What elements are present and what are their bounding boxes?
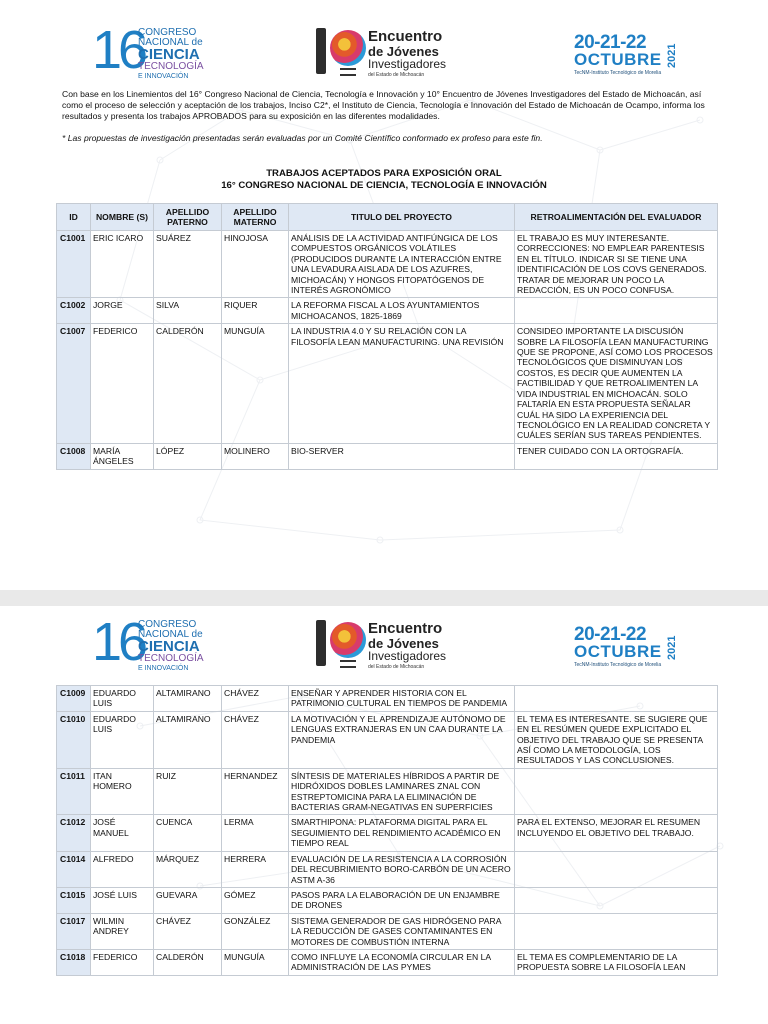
cell-id: C1011 [57, 768, 91, 815]
lightbulb-icon [330, 622, 366, 658]
cell-materno: GONZÁLEZ [222, 913, 289, 949]
cell-materno: GÓMEZ [222, 887, 289, 913]
cell-nombre: ITAN HOMERO [91, 768, 154, 815]
bulb-base-icon [340, 660, 356, 668]
cell-paterno: CALDERÓN [154, 324, 222, 443]
table-row [57, 887, 718, 913]
cell-id: C1001 [57, 231, 91, 298]
cell-titulo: SMARTHIPONA: PLATAFORMA DIGITAL PARA EL SEGUIMIENTO DEL RENDIMIENTO ACADÉMICO EN TIEMPO REAL [289, 815, 515, 851]
cell-paterno: ALTAMIRANO [154, 711, 222, 768]
cell-paterno: RUIZ [154, 768, 222, 815]
table-row [57, 851, 718, 887]
lightbulb-icon [330, 30, 366, 66]
cell-materno: LERMA [222, 815, 289, 851]
cell-retro: EL TRABAJO ES MUY INTERESANTE. CORRECCIONES: NO EMPLEAR PARENTESIS EN EL TÍTULO. INDICAR SI SE TIENE UNA IDENTIFICACIÓN DE LOS COVS GENERADOS. TRATAR DE MEJORAR UN POCO LA REDACCIÓN, ES UN POCO CONFUSA. [515, 231, 718, 298]
congreso-number: 16 [92, 20, 145, 80]
cell-titulo: LA REFORMA FISCAL A LOS AYUNTAMIENTOS MICHOACANOS, 1825-1869 [289, 298, 515, 324]
col-header-materno: APELLIDO MATERNO [222, 204, 289, 231]
bulb-base-icon [340, 68, 356, 76]
table-row [57, 711, 718, 768]
cell-materno: RIQUER [222, 298, 289, 324]
cell-nombre: EDUARDO LUIS [91, 711, 154, 768]
cell-nombre: JOSÉ MANUEL [91, 815, 154, 851]
cell-id: C1010 [57, 711, 91, 768]
table-row [57, 324, 718, 443]
cell-materno: HINOJOSA [222, 231, 289, 298]
cell-materno: MUNGUÍA [222, 949, 289, 975]
event-venue: TecNM-Instituto Tecnológico de Morelia [574, 70, 662, 76]
cell-id: C1009 [57, 686, 91, 712]
congreso-number: 16 [92, 612, 145, 672]
table-row [57, 913, 718, 949]
congreso-line4: TECNOLOGÍA [138, 653, 204, 664]
accepted-works-table-continued [56, 685, 718, 976]
cell-titulo: LA MOTIVACIÓN Y EL APRENDIZAJE AUTÓNOMO DE LENGUAS EXTRANJERAS EN UN CAA DURANTE LA PANDEMIA [289, 711, 515, 768]
cell-titulo: PASOS PARA LA ELABORACIÓN DE UN ENJAMBRE DE DRONES [289, 887, 515, 913]
congreso-line1: CONGRESO [138, 27, 197, 38]
congreso-line5: E INNOVACIÓN [138, 665, 189, 672]
document-subtitle: 16° CONGRESO NACIONAL DE CIENCIA, TECNOLOGÍA E INNOVACIÓN [221, 180, 547, 191]
encuentro-line2: de Jóvenes [368, 636, 439, 651]
cell-nombre: JOSÉ LUIS [91, 887, 154, 913]
congreso-line2: NACIONAL de [138, 629, 203, 640]
table-row [57, 815, 718, 851]
cell-titulo: EVALUACIÓN DE LA RESISTENCIA A LA CORROSIÓN DEL RECUBRIMIENTO BORO-CARBÓN DE UN ACERO ASTM A-36 [289, 851, 515, 887]
cell-materno: HERRERA [222, 851, 289, 887]
encuentro-line2: de Jóvenes [368, 44, 439, 59]
event-days: 20-21-22 [574, 624, 647, 645]
cell-titulo: COMO INFLUYE LA ECONOMÍA CIRCULAR EN LA ADMINISTRACIÓN DE LAS PYMES [289, 949, 515, 975]
cell-paterno: SUÁREZ [154, 231, 222, 298]
encuentro-logo [316, 620, 456, 676]
cell-nombre: FEDERICO [91, 949, 154, 975]
table-header-row [57, 204, 718, 231]
col-header-paterno: APELLIDO PATERNO [154, 204, 222, 231]
table-row [57, 949, 718, 975]
cell-retro: CONSIDEO IMPORTANTE LA DISCUSIÓN SOBRE LA FILOSOFÍA LEAN MANUFACTURING QUE SE PROPONE, ASÍ COMO LOS PROCESOS TECNOLÓGICOS QUE DISMINUYAN LOS COSTOS, ES DECIR QUE AUMENTEN LA FACTIBILIDAD Y QUE RETROALIMENTEN LA VIDA INDUSTRIAL EN MICHOACÁN. SOLO FALTARÍA EN ESTA PROPUESTA SEÑALAR CUÁL HA SIDO LA EXPERIENCIA DEL TECNOLÓGICO EN LA REALIDAD CONCRETA Y CUÁLES SERÍAN SUS TAREAS PENDIENTES. [515, 324, 718, 443]
congreso-logo [92, 612, 212, 674]
cell-id: C1008 [57, 443, 91, 469]
cell-nombre: ERIC ICARO [91, 231, 154, 298]
evaluation-note: * Las propuestas de investigación presentadas serán evaluadas por un Comité Científico conformado ex profeso para este fin. [62, 133, 543, 143]
cell-retro [515, 768, 718, 815]
col-header-retro: RETROALIMENTACIÓN DEL EVALUADOR [515, 204, 718, 231]
cell-paterno: CHÁVEZ [154, 913, 222, 949]
cell-retro [515, 298, 718, 324]
cell-retro: EL TEMA ES COMPLEMENTARIO DE LA PROPUESTA SOBRE LA FILOSOFÍA LEAN [515, 949, 718, 975]
accepted-works-table [56, 203, 718, 470]
table-row [57, 231, 718, 298]
table-row [57, 443, 718, 469]
cell-materno: MUNGUÍA [222, 324, 289, 443]
cell-nombre: EDUARDO LUIS [91, 686, 154, 712]
encuentro-line3: Investigadores [368, 649, 447, 663]
cell-id: C1017 [57, 913, 91, 949]
cell-nombre: MARÍA ÁNGELES [91, 443, 154, 469]
logo-one-glyph [316, 28, 326, 74]
cell-id: C1018 [57, 949, 91, 975]
encuentro-line4: del Estado de Michoacán [368, 664, 425, 670]
cell-id: C1002 [57, 298, 91, 324]
document-title: TRABAJOS ACEPTADOS PARA EXPOSICIÓN ORAL [266, 168, 502, 179]
cell-retro: PARA EL EXTENSO, MEJORAR EL RESUMEN INCLUYENDO EL OBJETIVO DEL TRABAJO. [515, 815, 718, 851]
cell-retro: TENER CUIDADO CON LA ORTOGRAFÍA. [515, 443, 718, 469]
congreso-line3: CIENCIA [138, 638, 200, 655]
cell-nombre: WILMIN ANDREY [91, 913, 154, 949]
cell-materno: CHÁVEZ [222, 711, 289, 768]
cell-titulo: ANÁLISIS DE LA ACTIVIDAD ANTIFÚNGICA DE LOS COMPUESTOS ORGÁNICOS VOLÁTILES (PRODUCIDOS DURANTE LA INTERACCIÓN ENTRE UNA LEVADURA AISLADA DE LOS AZUFRES, MICHOACÁN) Y HONGOS FITOPATÓGENOS DE INTERÉS AGRONÓMICO [289, 231, 515, 298]
table-row [57, 768, 718, 815]
cell-retro [515, 851, 718, 887]
cell-id: C1012 [57, 815, 91, 851]
col-header-id: ID [57, 204, 91, 231]
cell-titulo: SISTEMA GENERADOR DE GAS HIDRÓGENO PARA LA REDUCCIÓN DE GASES CONTAMINANTES EN MOTORES DE COMBUSTIÓN INTERNA [289, 913, 515, 949]
cell-nombre: JORGE [91, 298, 154, 324]
col-header-titulo: TITULO DEL PROYECTO [289, 204, 515, 231]
col-header-nombre: NOMBRE (S) [91, 204, 154, 231]
encuentro-logo [316, 28, 456, 84]
cell-titulo: ENSEÑAR Y APRENDER HISTORIA CON EL PATRIMONIO CULTURAL EN TIEMPOS DE PANDEMIA [289, 686, 515, 712]
cell-id: C1015 [57, 887, 91, 913]
cell-titulo: LA INDUSTRIA 4.0 Y SU RELACIÓN CON LA FILOSOFÍA LEAN MANUFACTURING. UNA REVISIÓN [289, 324, 515, 443]
cell-retro [515, 913, 718, 949]
congreso-line5: E INNOVACIÓN [138, 73, 189, 80]
cell-paterno: MÁRQUEZ [154, 851, 222, 887]
cell-id: C1014 [57, 851, 91, 887]
cell-id: C1007 [57, 324, 91, 443]
encuentro-line1: Encuentro [368, 28, 443, 45]
cell-titulo: BIO-SERVER [289, 443, 515, 469]
cell-paterno: GUEVARA [154, 887, 222, 913]
event-date-logo [574, 624, 684, 674]
congreso-line1: CONGRESO [138, 619, 197, 630]
table-row [57, 686, 718, 712]
congreso-logo [92, 20, 212, 82]
congreso-line3: CIENCIA [138, 46, 200, 63]
encuentro-line4: del Estado de Michoacán [368, 72, 425, 78]
event-year: 2021 [666, 635, 678, 660]
cell-materno: HERNANDEZ [222, 768, 289, 815]
cell-paterno: ALTAMIRANO [154, 686, 222, 712]
document-page-2 [0, 606, 768, 1024]
encuentro-line3: Investigadores [368, 57, 447, 71]
logo-one-glyph [316, 620, 326, 666]
page-header [0, 612, 768, 678]
cell-paterno: SILVA [154, 298, 222, 324]
cell-nombre: ALFREDO [91, 851, 154, 887]
cell-materno: CHÁVEZ [222, 686, 289, 712]
cell-titulo: SÍNTESIS DE MATERIALES HÍBRIDOS A PARTIR DE HIDRÓXIDOS DOBLES LAMINARES ZNAL CON ESTREPTOMICINA PARA LA ELIMINACIÓN DE BACTERIAS GRAM-NEGATIVAS EN SUPERFICIES [289, 768, 515, 815]
event-month: OCTUBRE [574, 642, 662, 661]
event-year: 2021 [666, 43, 678, 68]
cell-retro: EL TEMA ES INTERESANTE. SE SUGIERE QUE EN EL RESÚMEN QUEDE EXPLICITADO EL OBJETIVO DEL TRABAJO QUE SE PRESENTA ASÍ COMO LA METODOLOGÍA, LOS RESULTADOS Y LAS CONCLUSIONES. [515, 711, 718, 768]
cell-paterno: CUENCA [154, 815, 222, 851]
event-days: 20-21-22 [574, 32, 647, 53]
event-date-logo [574, 32, 684, 82]
cell-retro [515, 686, 718, 712]
congreso-line2: NACIONAL de [138, 37, 203, 48]
cell-nombre: FEDERICO [91, 324, 154, 443]
page-header [0, 20, 768, 86]
encuentro-line1: Encuentro [368, 620, 443, 637]
event-month: OCTUBRE [574, 50, 662, 69]
cell-paterno: CALDERÓN [154, 949, 222, 975]
cell-paterno: LÓPEZ [154, 443, 222, 469]
event-venue: TecNM-Instituto Tecnológico de Morelia [574, 662, 662, 668]
congreso-line4: TECNOLOGÍA [138, 61, 204, 72]
cell-materno: MOLINERO [222, 443, 289, 469]
cell-retro [515, 887, 718, 913]
intro-paragraph: Con base en los Linemientos del 16° Congreso Nacional de Ciencia, Tecnología e Innovación y 10° Encuentro de Jóvenes Investigadores del Estado de Michoacán, así como el proceso de selección y aceptación de los trabajos, Inciso C2*, el Instituto de Ciencia, Tecnología e Innovación del Estado de Michoacán de Ocampo, informa los resultados y presenta los trabajos APROBADOS para su exposición en las diferentes modalidades. [62, 89, 705, 121]
table-row [57, 298, 718, 324]
